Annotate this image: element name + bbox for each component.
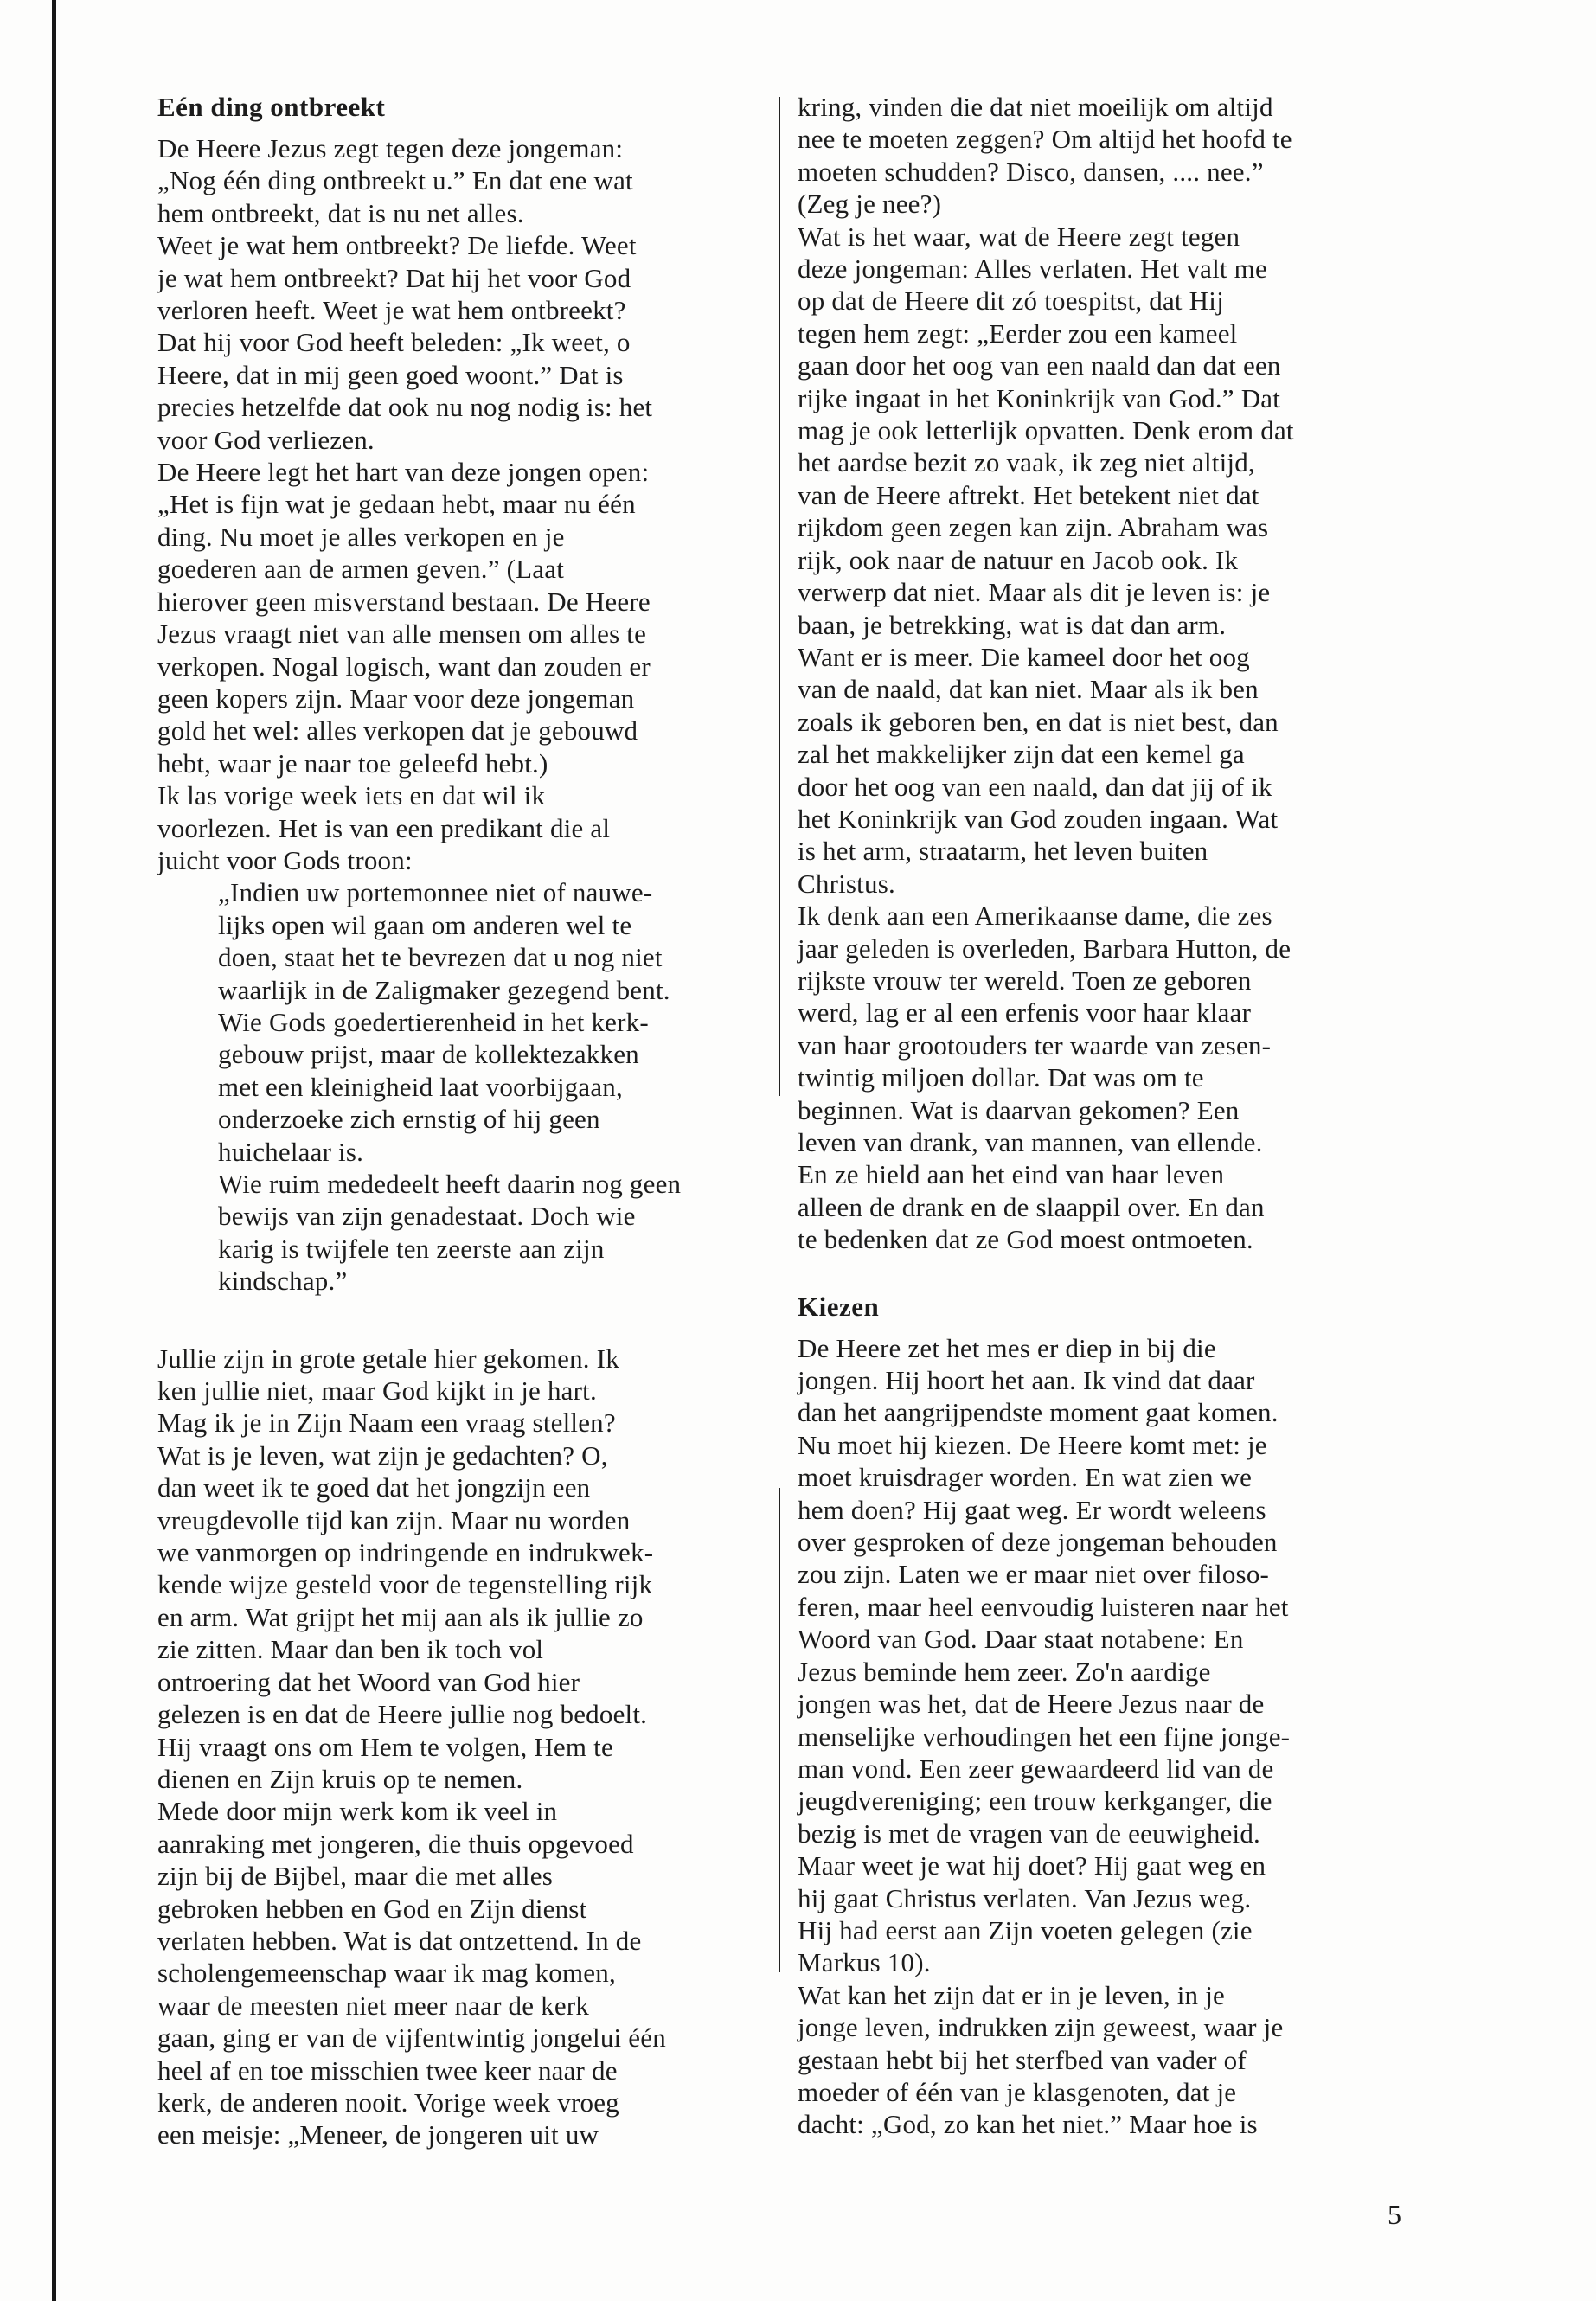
right-column [798,91,1410,2141]
section-heading: Eén ding ontbreekt [157,92,386,122]
paragraph: Wat is het waar, wat de Heere zegt tegen deze jongeman: Alles verlaten. Het valt me op dat de Heere dit zó toespitst, dat Hij tegen hem zegt: „Eerder zou een kameel gaan door het oog van een naald dan dat een rijke ingaat in het Koninkrijk van God.” Dat mag je ook letterlijk opvatten. Denk erom dat het aardse bezit zo vaak, ik zeg niet altijd, van de Heere aftrekt. Het betekent niet dat rijkdom geen zegen kan zijn. Abraham was rijk, ook naar de natuur en Jacob ook. Ik verwerp dat niet. Maar als dit je leven is: je baan, je betrekking, wat is dat dan arm. Want er is meer. Die kameel door het oog van de naald, dat kan niet. Maar als ik ben zoals ik geboren ben, en dat is niet best, dan zal het makkelijker zijn dat een kemel ga door het oog van een naald, dan dat jij of ik het Koninkrijk van God zouden ingaan. Wat is het arm, straatarm, het leven buiten Christus. [798,221,1294,899]
spacer [798,1256,1410,1291]
paragraph: Wat kan het zijn dat er in je leven, in je jonge leven, indrukken zijn geweest, waar je gestaan hebt bij het sterfbed van vader of moeder of één van je klasgenoten, dat je dacht: „God, zo kan het niet.” Maar hoe is [798,1979,1284,2140]
paragraph: Mede door mijn werk kom ik veel in aanraking met jongeren, die thuis opgevoed zijn bij de Bijbel, maar die met alles gebroken hebben en God en Zijn dienst verlaten hebben. Wat is dat ontzettend. In de scholengemeenschap waar ik mag komen, waar de meesten niet meer naar de kerk gaan, ging er van de vijfentwintig jongelui één heel af en toe misschien twee keer naar de kerk, de anderen nooit. Vorige week vroeg een meisje: „Meneer, de jongeren uit uw [157,1796,666,2150]
binding-edge [52,0,56,2301]
column-divider-lower [779,1488,780,1972]
section-heading: Kiezen [798,1291,880,1322]
column-divider [779,97,780,1096]
paragraph: Ik denk aan een Amerikaanse dame, die zes jaar geleden is overleden, Barbara Hutton, de rijkste vrouw ter wereld. Toen ze geboren werd, lag er al een erfenis voor haar klaar van haar grootouders ter waarde van zesen- twintig miljoen dollar. Dat was om te beginnen. Wat is daarvan gekomen? Een leven van drank, van mannen, van ellende. En ze hield aan het eind van haar leven alleen de drank en de slaappil over. En dan te bedenken dat ze God moest ontmoeten. [798,901,1292,1255]
block-quote: „Indien uw portemonnee niet of nauwe- lijks open wil gaan om anderen wel te doen, staat het te bevrezen dat u nog niet waarlijk in de Zaligmaker gezegend bent. Wie Gods goedertierenheid in het kerk- gebouw prijst, maar de kollektezakken met een kleinigheid laat voorbijgaan, onderzoeke zich ernstig of hij geen huichelaar is. [218,877,670,1167]
left-column [157,91,763,2151]
paragraph: De Heere Jezus zegt tegen deze jongeman: „Nog één ding ontbreekt u.” En dat ene wat hem ontbreekt, dat is nu net alles. Weet je wat hem ontbreekt? De liefde. Weet je wat hem ontbreekt? Dat hij het voor God verloren heeft. Weet je wat hem ontbreekt? Dat hij voor God heeft beleden: „Ik weet, o Heere, dat in mij geen goed woont.” Dat is precies hetzelfde dat ook nu nog nodig is: het voor God verliezen. [157,133,653,455]
paragraph: Ik las vorige week iets en dat wil ik voorlezen. Het is van een predikant die al juicht voor Gods troon: [157,780,611,875]
paragraph: De Heere legt het hart van deze jongen open: „Het is fijn wat je gedaan hebt, maar nu één ding. Nu moet je alles verkopen en je goederen aan de armen geven.” (Laat hierover geen misverstand bestaan. De Heere Jezus vraagt niet van alle mensen om alles te verkopen. Nogal logisch, want dan zouden er geen kopers zijn. Maar voor deze jongeman gold het wel: alles verkopen dat je gebouwd hebt, waar je naar toe geleefd hebt.) [157,457,651,779]
paragraph: Jullie zijn in grote getale hier gekomen. Ik ken jullie niet, maar God kijkt in je hart. Mag ik je in Zijn Naam een vraag stellen? Wat is je leven, wat zijn je gedachten? O, dan weet ik te goed dat het jongzijn een vreugdevolle tijd kan zijn. Maar nu worden we vanmorgen op indringende en indrukwek- kende wijze gesteld voor de tegenstelling rijk en arm. Wat grijpt het mij aan als ik jullie zo zie zitten. Maar dan ben ik toch vol ontroering dat het Woord van God hier gelezen is en dat de Heere jullie nog bedoelt. Hij vraagt ons om Hem te volgen, Hem te dienen en Zijn kruis op te nemen. [157,1343,654,1794]
paragraph: kring, vinden die dat niet moeilijk om altijd nee te moeten zeggen? Om altijd het hoofd te moeten schudden? Disco, dansen, .... nee.” (Zeg je nee?) [798,92,1292,220]
paragraph: De Heere zet het mes er diep in bij die jongen. Hij hoort het aan. Ik vind dat daar dan het aangrijpendste moment gaat komen. Nu moet hij kiezen. De Heere komt met: je moet kruisdrager worden. En wat zien we hem doen? Hij gaat weg. Er wordt weleens over gesproken of deze jongeman behouden zou zijn. Laten we er maar niet over filoso- feren, maar heel eenvoudig luisteren naar het Woord van God. Daar staat notabene: En Jezus beminde hem zeer. Zo'n aardige jongen was het, dat de Heere Jezus naar de menselijke verhoudingen het een fijne jonge- man vond. Een zeer gewaardeerd lid van de jeugdvereniging; een trouw kerkganger, die bezig is met de vragen van de eeuwigheid. Maar weet je wat hij doet? Hij gaat weg en hij gaat Christus verlaten. Van Jezus weg. Hij had eerst aan Zijn voeten gelegen (zie Markus 10). [798,1332,1291,1978]
spacer [157,1298,763,1343]
block-quote: Wie ruim mededeelt heeft daarin nog geen bewijs van zijn genadestaat. Doch wie karig is twijfele ten zeerste aan zijn kindschap.” [218,1169,682,1297]
page-number: 5 [1388,2199,1401,2230]
